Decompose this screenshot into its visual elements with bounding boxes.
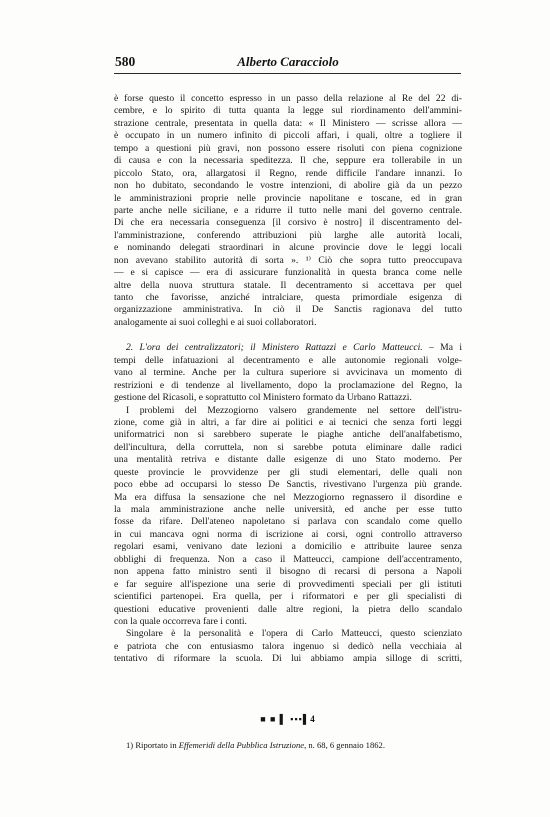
text-line: fosse da rifare. Dell'ateneo napoletano si parlava con scandalo come quello	[114, 516, 462, 528]
section-title-tail: – Ma i	[422, 342, 462, 354]
text-line: scientifici partenopei. Era quella, per i riformatori e per gli specialisti di	[114, 591, 462, 603]
text-line: tempo a questioni più gravi, non possono essere risoluti con piena cognizione	[114, 142, 462, 154]
text-line: non ho dubitato, secondando le vostre intenzioni, di abolire già da un pezzo	[114, 180, 462, 192]
text-line: l'amministrazione, conferendo attribuzioni più larghe alle autorità locali,	[114, 229, 462, 241]
text-line: una mentalità retriva e distante dalle esigenze di uno Stato moderno. Per	[114, 454, 462, 466]
footnote-lead: Riportato in	[133, 740, 179, 750]
text-line: cembre, e lo spirito di tutta quanta la legge sul riordinamento dell'ammini-	[114, 105, 462, 117]
text-line: poco ebbe ad occuparsi lo stesso De Sanctis, rivestivano l'urgenza più grande.	[114, 479, 462, 491]
text-line: zione, come già in altri, a far dire ai politici e ai tecnici che senza forti leggi	[114, 416, 462, 428]
running-head: Alberto Caracciolo	[237, 54, 339, 69]
text-line: e far seguire all'ispezione una serie di provvedimenti speciali per gli istituti	[114, 578, 462, 590]
text-line: è forse questo il concetto espresso in un passo della relazione al Re del 22 di-	[114, 93, 462, 104]
page-header	[115, 54, 461, 70]
text-line: strazione centrale, presentata in quella data: « Il Ministero — scrisse allora —	[114, 117, 462, 129]
text-line: I problemi del Mezzogiorno valsero grandemente nel settore dell'istru-	[126, 404, 462, 416]
paragraph-4	[114, 628, 462, 665]
footer-signature-mark	[114, 714, 462, 724]
paragraph-2	[114, 342, 462, 404]
footnote-source: Effemeridi della Pubblica Istruzione	[178, 740, 305, 750]
footnote-marker: 1)	[126, 740, 134, 750]
header-rule	[114, 73, 461, 74]
text-line: vano al termine. Anche per la cultura superiore si avvicinava un momento di	[114, 367, 462, 379]
text-line: dell'incultura, della corruttela, non si sarebbe potuta eliminare dalle radici	[114, 441, 462, 453]
text-line: è occupato in un numero infinito di piccoli affari, i quali, oltre a togliere il	[114, 130, 462, 142]
text-line: analogamente ai suoi colleghi e ai suoi collaboratori.	[114, 316, 317, 328]
footnote-tail: , n. 68, 6 gennaio 1862.	[304, 740, 385, 750]
section-heading-line	[114, 342, 462, 354]
text-line: in cui mancava ogni norma di iscrizione ai corsi, ogni controllo attraverso	[114, 528, 462, 540]
body-text	[114, 93, 462, 666]
text-line: tentativo di riformare la scuola. Di lui abbiamo ampia silloge di scritti,	[114, 653, 462, 665]
footnote	[126, 740, 385, 750]
text-line: tempi delle infatuazioni al decentramento e alle autonomie regionali volge-	[114, 354, 462, 366]
text-line: parte anche nelle siciliane, e a ridurre il tutto nelle mani del governo centrale.	[114, 204, 462, 216]
text-line: con la quale occorreva fare i conti.	[114, 615, 247, 627]
paragraph-1	[114, 93, 462, 329]
text-line: non avevano stabilito autorità di sorta ». ¹⁾ Ciò che sopra tutto preoccupava	[114, 254, 462, 266]
text-line: queste provincie le provvidenze per gli studi elementari, delle quali non	[114, 466, 462, 478]
text-line: non appena fatto ministro sentì il bisogno di recarsi di persona a Napoli	[114, 566, 462, 578]
text-line: organizzazione amministrativa. In ciò il De Sanctis ragionava del tutto	[114, 304, 462, 316]
text-line: — e si capisce — era di assicurare funzionalità in questa branca come nelle	[114, 267, 462, 279]
section-title: 2. L'ora dei centralizzatori; il Ministero Rattazzi e Carlo Matteucci.	[126, 342, 423, 354]
text-line: tanto che favorisse, anziché intralciare, questa primordiale esigenza di	[114, 292, 462, 303]
text-line: uniformatrici non si sarebbero superate le piaghe antiche dell'analfabetismo,	[114, 429, 462, 441]
text-line: obblighi di frequenza. Non a caso il Matteucci, campione dell'accentramento,	[114, 553, 462, 565]
text-line: la mala amministrazione anche nelle università, ed anche per esse tutto	[114, 504, 462, 515]
text-line: questioni educative provenienti dalle altre regioni, la pietra dello scandalo	[114, 603, 462, 615]
text-line: gestione del Ricasoli, e soprattutto col Ministero formato da Urbano Rattazzi.	[114, 392, 412, 404]
text-line: restrizioni e di tendenze al livellamento, dopo la proclamazione del Regno, la	[114, 379, 462, 391]
text-line: altre della nuova struttura statale. Il decentramento si accettava per quel	[114, 279, 462, 291]
text-line: piccolo Stato, ora, allargatosi il Regno, rende difficile l'andare innanzi. Io	[114, 167, 462, 179]
text-line: le amministrazioni proprie nelle provincie napolitane e toscane, ed in gran	[114, 192, 462, 204]
text-line: Ma era diffusa la sensazione che nel Mezzogiorno regnassero il disordine e	[114, 491, 462, 503]
text-line: e nominando delegati straordinari in alcune provincie dove le leggi locali	[114, 242, 462, 254]
text-line: e patriota che con entusiasmo talora ingenuo si dedicò nella vecchiaia al	[114, 640, 462, 652]
page-number: 580	[115, 54, 136, 69]
text-line: Di che era necessaria conseguenza [il corsivo è nostro] il discentramento del-	[114, 217, 462, 229]
text-line: regolari esami, venivano date lezioni a domicilio e attribuite lauree senza	[114, 541, 462, 553]
text-line: di causa e con la necessaria speditezza. Il che, seppure era tollerabile in un	[114, 155, 462, 167]
paragraph-3	[114, 405, 462, 629]
printer-mark: ■ ■ ▌ ▪▪▪▌4	[260, 714, 316, 724]
text-line: Singolare è la personalità e l'opera di Carlo Matteucci, questo scienziato	[126, 628, 462, 640]
